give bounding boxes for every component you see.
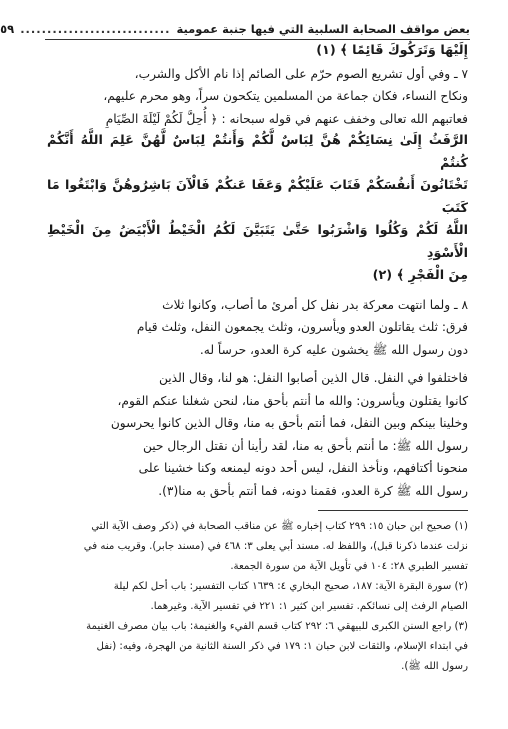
verse-line: الرَّفَثُ إِلَىٰ نِسَائِكُمْ هُنَّ لِبَاسٌ لَّكُمْ وَأَنتُمْ لِبَاسٌ لَّهُنَّ عَلِمَ اللَّهُ أَنَّكُمْ كُنتُمْ (47, 133, 468, 171)
footnotes (47, 518, 468, 678)
paragraph-7 (47, 63, 468, 288)
verse-line: مِنَ الْفَجْرِ ﴾ (٢) (372, 268, 468, 283)
footnote-ref-3[interactable]: (٣). (158, 483, 179, 498)
text-line: كانوا يقتلون ويأسرون: والله ما أنتم بأحق منا، لنحن شغلنا عنكم القوم، (117, 393, 468, 408)
header-dots: ............................ (20, 22, 171, 36)
footnote-line: نزلت عندما ذكرنا قبل)، واللفظ له. مسند أبي يعلى ٣: ٤٦٨ في (مسند جابر). وقريب منه في (83, 541, 468, 552)
footnote-2 (47, 578, 468, 616)
text-line: فرق: ثلث يقاتلون العدو ويأسرون، وثلث يجمعون النفل، وثلث قيام (136, 320, 468, 334)
footnote-line: في ابتداء الإسلام، والثقات لابن حبان ١: ١٧٩ في ذكر السنة الثانية من الهجرة، وفيه: (نفل (96, 641, 468, 652)
page-header (0, 10, 470, 40)
footnote-1 (47, 518, 468, 576)
text-line: رسول الله ﷺ: ما أنتم بأحق به منا، لقد رأينا أن نقتل الرجال حين (142, 438, 468, 453)
footnote-ref-2[interactable]: (٢) (372, 268, 393, 283)
footnote-line: رسول الله ﷺ). (401, 661, 468, 672)
footnote-line: (٢) سورة البقرة الآية: ١٨٧، صحيح البخاري ٤: ١٦٣٩ كتاب التفسير: باب أحل لكم ليلة (113, 581, 468, 592)
main-text (47, 40, 468, 502)
text-line: فعاتبهم الله تعالى وخفف عنهم في قوله سبحانه : ﴿ أُحِلَّ لَكُمْ لَيْلَةَ الصِّيَامِ (105, 111, 468, 126)
footnote-line: الصيام الرفث إلى نسائكم. تفسير ابن كثير ١: ٢٢١ في تفسير الآية. وغيرهما. (150, 601, 468, 612)
footnote-line: تفسير الطبري ٢٨: ١٠٤ في تأويل الآية من سورة الجمعة. (230, 561, 468, 572)
text-line: فاختلفوا في النفل. قال الذين أصابوا النفل: هو لنا، وقال الذين (159, 371, 468, 385)
footnote-separator (318, 510, 468, 511)
footnote-line: (١) صحيح ابن حبان ١٥: ٢٩٩ كتاب إخباره ﷺ عن مناقب الصحابة في (ذكر وصف الآية التي (91, 521, 468, 532)
footnote-3 (47, 618, 468, 676)
footnote-ref-1[interactable]: (١) (316, 43, 336, 58)
text-line: ونكاح النساء، فكان جماعة من المسلمين يتكحون سراً، وهو محرم عليهم، (103, 89, 468, 103)
text-line: وخلينا بينكم وبين النفل، فما أنتم بأحق به منا، وقال الذين كانوا يحرسون (110, 416, 468, 430)
text-line: ٧ ـ وفي أول تشريع الصوم حرّم على الصائم إذا نام الأكل والشرب، (134, 66, 468, 81)
text-line: رسول الله ﷺ كرة العدو، فقمنا دونه، فما أنتم بأحق به منا(٣). (158, 483, 468, 498)
text-line: ٨ ـ ولما انتهت معركة بدر نفل كل أمرئ ما أصاب، وكانوا ثلاث (162, 297, 468, 312)
running-title: بعض مواقف الصحابة السلبية التي فيها جنبة عمومية (176, 22, 470, 36)
paragraph-8 (47, 294, 468, 362)
footnote-line: (٣) راجع السنن الكبرى للبيهقي ٦: ٢٩٢ كتاب قسم الفيء والغنيمة: باب بيان مصرف الغنيمة (86, 621, 468, 632)
verse-line: تَخْتَانُونَ أَنفُسَكُمْ فَتَابَ عَلَيْكُمْ وَعَفَا عَنكُمْ فَالْآنَ بَاشِرُوهُنَّ وَابْتَغُوا مَا كَتَبَ (47, 178, 468, 216)
verse-continuation: إِلَيْهَا وَتَرَكُوكَ قَائِمًا ﴾ (١) (316, 43, 468, 58)
paragraph-9 (47, 367, 468, 502)
verse-line: اللَّهُ لَكُمْ وَكُلُوا وَاشْرَبُوا حَتَّىٰ يَتَبَيَّنَ لَكُمُ الْخَيْطُ الْأَبْيَضُ مِنَ الْخَيْطِ الْأَسْوَدِ (47, 223, 468, 261)
page-number: ٥٩ (0, 22, 15, 36)
text-line: منحونا أكتافهم، ونأخذ النفل، ليس أحد دونه ليمنعه وكنا خشينا على (138, 461, 468, 475)
text-line: دون رسول الله ﷺ يخشون عليه كرة العدو، حرساً له. (199, 342, 468, 357)
